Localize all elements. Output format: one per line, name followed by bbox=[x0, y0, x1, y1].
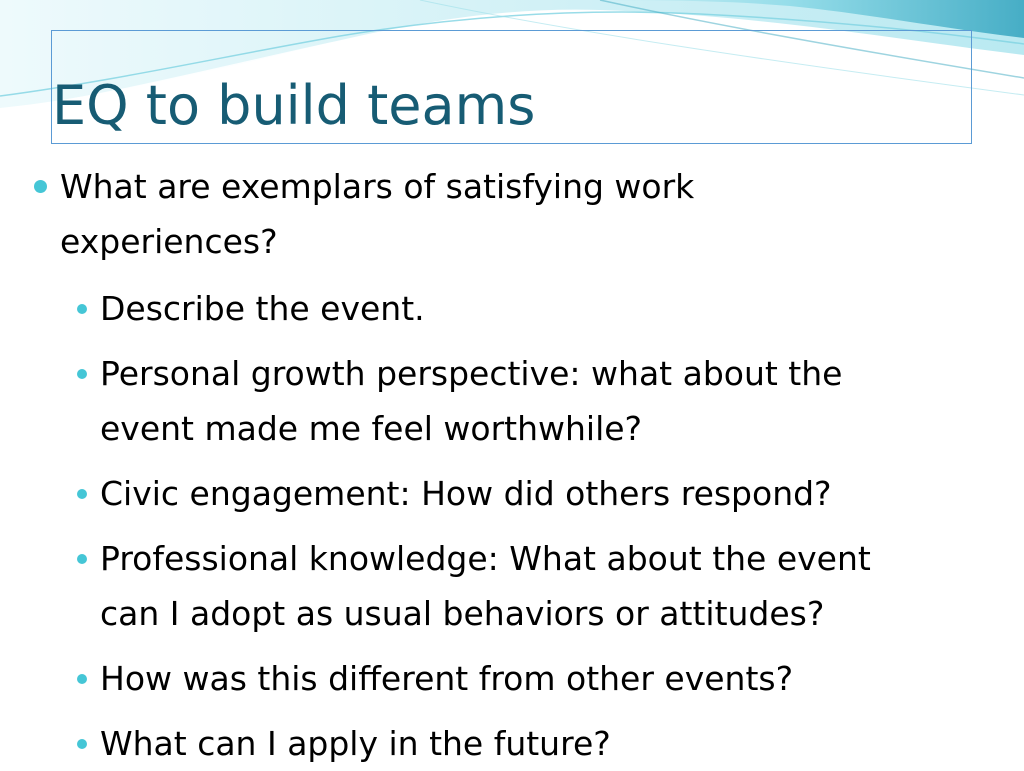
bullet-line: What are exemplars of satisfying work bbox=[60, 167, 695, 206]
bullet-dot bbox=[77, 674, 87, 684]
bullet-dot bbox=[77, 739, 87, 749]
bullet-line: event made me feel worthwhile? bbox=[100, 409, 643, 448]
bullet-line: can I adopt as usual behaviors or attitudes? bbox=[100, 594, 825, 633]
bullet-dot bbox=[77, 554, 87, 564]
bullet-dot bbox=[77, 489, 87, 499]
bullet-line: Civic engagement: How did others respond? bbox=[100, 474, 832, 513]
bullet-line: experiences? bbox=[60, 222, 278, 261]
slide-title: EQ to build teams bbox=[52, 74, 536, 137]
bullet-line: Personal growth perspective: what about the bbox=[100, 354, 843, 393]
bullet-dot bbox=[77, 369, 87, 379]
bullet-dot bbox=[77, 304, 87, 314]
bullet-line: Describe the event. bbox=[100, 289, 425, 328]
bullet-dot bbox=[34, 180, 47, 193]
bullet-line: How was this different from other events? bbox=[100, 659, 794, 698]
bullet-line: Professional knowledge: What about the event bbox=[100, 539, 871, 578]
bullet-line: What can I apply in the future? bbox=[100, 724, 611, 763]
